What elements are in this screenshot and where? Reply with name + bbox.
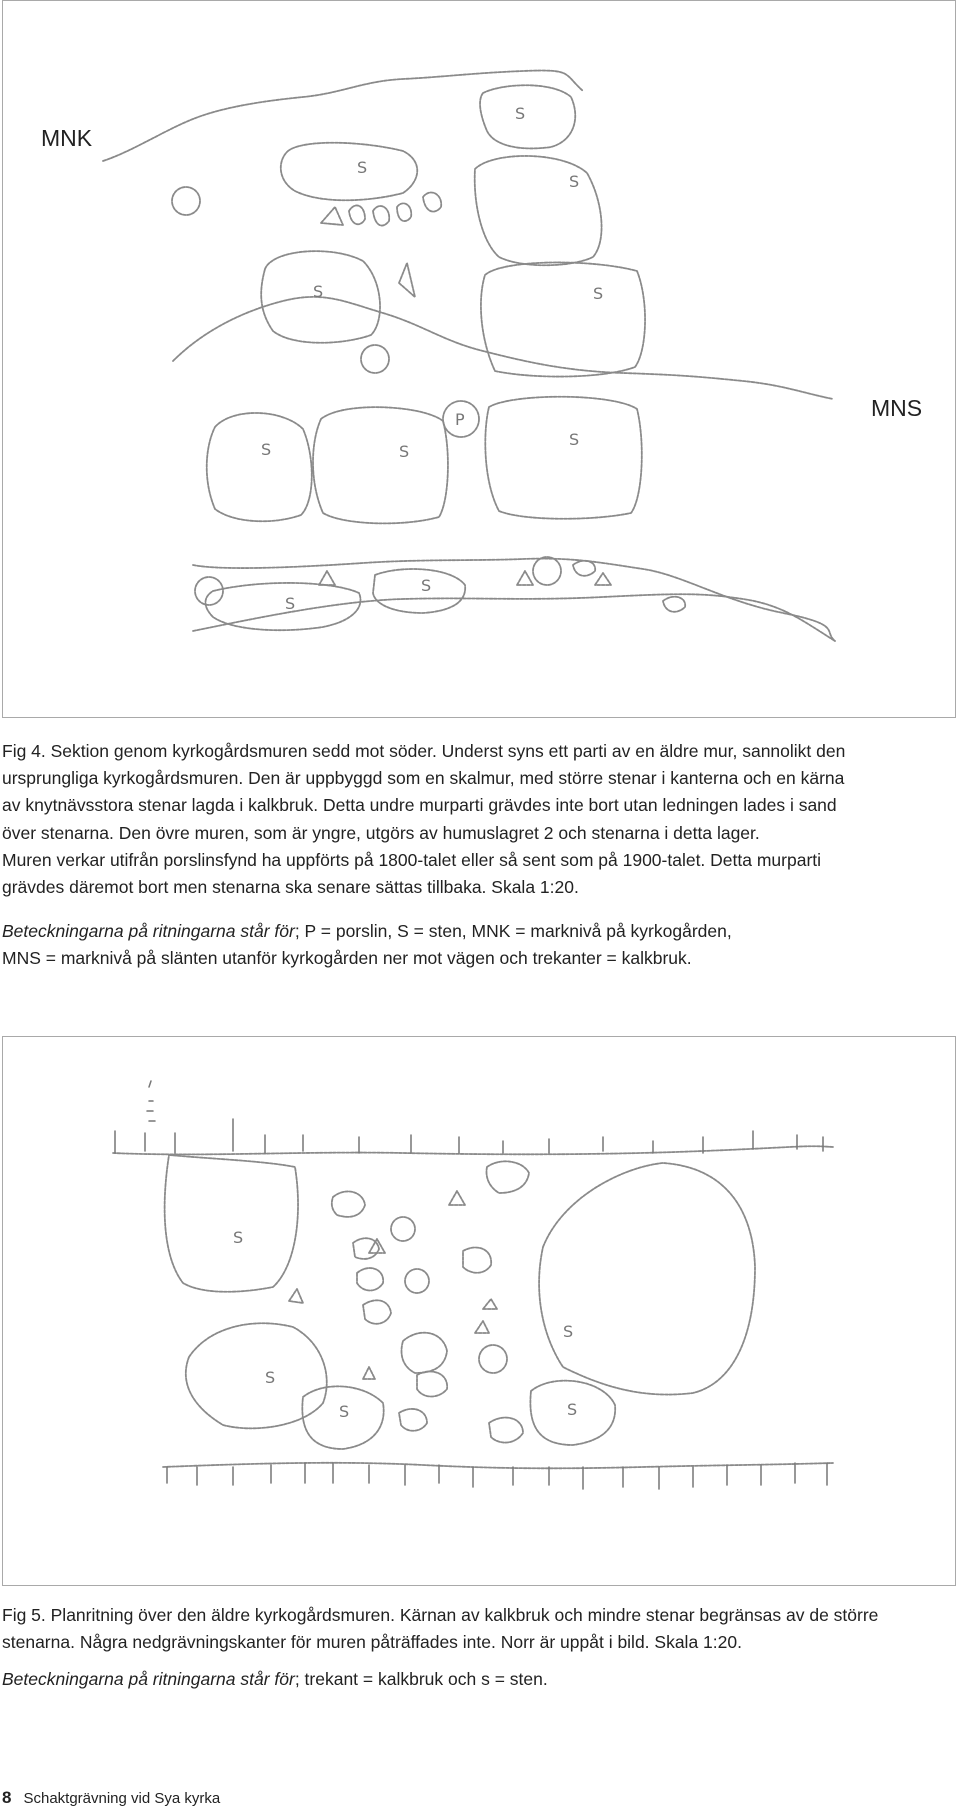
figure-5-sketch (3, 1037, 957, 1587)
stone (481, 262, 645, 376)
top-edge-line (113, 1146, 833, 1154)
pebble-circle (479, 1345, 507, 1373)
page-footer (2, 1788, 220, 1808)
stone-mark-s: S (265, 1368, 276, 1387)
stone-large (186, 1323, 327, 1428)
figure-5-legend (2, 1666, 952, 1693)
pebble-circle (391, 1217, 415, 1241)
footer-title: Schaktgrävning vid Sya kyrka (23, 1790, 221, 1807)
stone (207, 413, 312, 521)
stone-mark-s: S (569, 430, 580, 449)
caption-line: grävdes däremot bort men stenarna ska senare sättas tillbaka. Skala 1:20. (2, 877, 579, 898)
stone-mark-s: S (233, 1228, 244, 1247)
stone-large (539, 1163, 755, 1395)
mortar-triangle (399, 263, 415, 297)
mnk-label: MNK (41, 125, 93, 151)
mortar-triangles (289, 1191, 497, 1379)
mortar-triangle (321, 207, 343, 225)
stone-mark-s: S (339, 1402, 350, 1421)
stone (417, 1371, 447, 1396)
pebble (573, 561, 595, 576)
stone (281, 143, 417, 201)
stone (399, 1409, 427, 1431)
stone (487, 1161, 530, 1193)
porcelain-mark-p: P (455, 410, 465, 429)
pebble (349, 205, 365, 224)
stone (463, 1247, 491, 1272)
stone-mark-s: S (593, 284, 604, 303)
legend-line (2, 1666, 952, 1693)
pebble-circle (172, 187, 200, 215)
bottom-edge-line (163, 1463, 833, 1468)
stone (485, 397, 641, 519)
stone (475, 156, 602, 265)
pebble (373, 206, 389, 226)
stone (402, 1333, 448, 1373)
caption-line: av knytnävsstora stenar lagda i kalkbruk. Detta undre murparti grävdes inte bort utan ledningen lades i sand (2, 795, 837, 816)
legend-line: MNS = marknivå på slänten utanför kyrkogården ner mot vägen och trekanter = kalkbruk. (2, 948, 692, 969)
bottom-edge-ticks (167, 1463, 827, 1489)
figure-4-legend (2, 918, 952, 972)
stone-mark-s: S (285, 594, 296, 613)
top-edge-ticks (115, 1081, 823, 1153)
caption-line: Fig 5. Planritning över den äldre kyrkogårdsmuren. Kärnan av kalkbruk och mindre stenar begränsas av de större (2, 1605, 879, 1625)
caption-line: över stenarna. Den övre muren, som är yngre, utgörs av humuslagret 2 och stenarna i detta lager. (2, 822, 760, 843)
stone-mark-s: S (569, 172, 580, 191)
caption-line: stenarna. Några nedgrävningskanter för muren påträffades inte. Norr är uppåt i bild. Skala 1:20. (2, 1632, 742, 1653)
figure-4-sketch (3, 1, 957, 719)
stone-mark-s: S (399, 442, 410, 461)
stone (363, 1300, 391, 1323)
stone (357, 1268, 383, 1290)
figure-5-caption (2, 1602, 952, 1656)
ground-line-mns (173, 297, 833, 399)
legend-heading: Beteckningarna på ritningarna står för (2, 1669, 295, 1689)
pebble (663, 597, 685, 612)
figure-4-caption (2, 738, 952, 901)
pebble-circle (195, 577, 223, 605)
stone (313, 407, 448, 523)
stone-mark-s: S (567, 1400, 578, 1419)
caption-line: Muren verkar utifrån porslinsfynd ha uppförts på 1800-talet eller så sent som på 1900-talet. Detta murparti (2, 849, 822, 870)
stone-mark-s: S (313, 282, 324, 301)
legend-text: ; trekant = kalkbruk och s = sten. (294, 1669, 548, 1689)
mns-label: MNS (871, 395, 923, 421)
stone-mark-s: S (563, 1322, 574, 1341)
caption-line: ursprungliga kyrkogårdsmuren. Den är uppbyggd som en skalmur, med större stenar i kanterna och en kärna (2, 768, 845, 789)
stone-mark-s: S (421, 576, 432, 595)
pebble-circle (533, 557, 561, 585)
figure-4-drawing (2, 0, 956, 718)
legend-heading: Beteckningarna på ritningarna står för (2, 921, 295, 941)
legend-text: ; P = porslin, S = sten, MNK = marknivå på kyrkogården, (294, 921, 732, 941)
stone-large (165, 1155, 298, 1292)
mortar-triangle (319, 571, 335, 585)
stone-mark-s: S (515, 104, 526, 123)
legend-line (2, 918, 952, 945)
stone-mark-s: S (357, 158, 368, 177)
ground-line-mnk (103, 71, 583, 161)
stone (480, 85, 575, 148)
pebble-circle (361, 345, 389, 373)
stone-mark-s: S (261, 440, 272, 459)
pebble (397, 203, 411, 221)
caption-line: Fig 4. Sektion genom kyrkogårdsmuren sedd mot söder. Underst syns ett parti av en äldre mur, sannolikt den (2, 741, 846, 761)
mortar-triangle (595, 573, 611, 585)
stone (332, 1191, 365, 1216)
page-number: 8 (2, 1788, 12, 1807)
stone (373, 569, 465, 613)
stone (489, 1418, 523, 1443)
mortar-triangle (517, 571, 533, 585)
pebble (423, 192, 441, 211)
pebble-circle (405, 1269, 429, 1293)
figure-5-drawing (2, 1036, 956, 1586)
